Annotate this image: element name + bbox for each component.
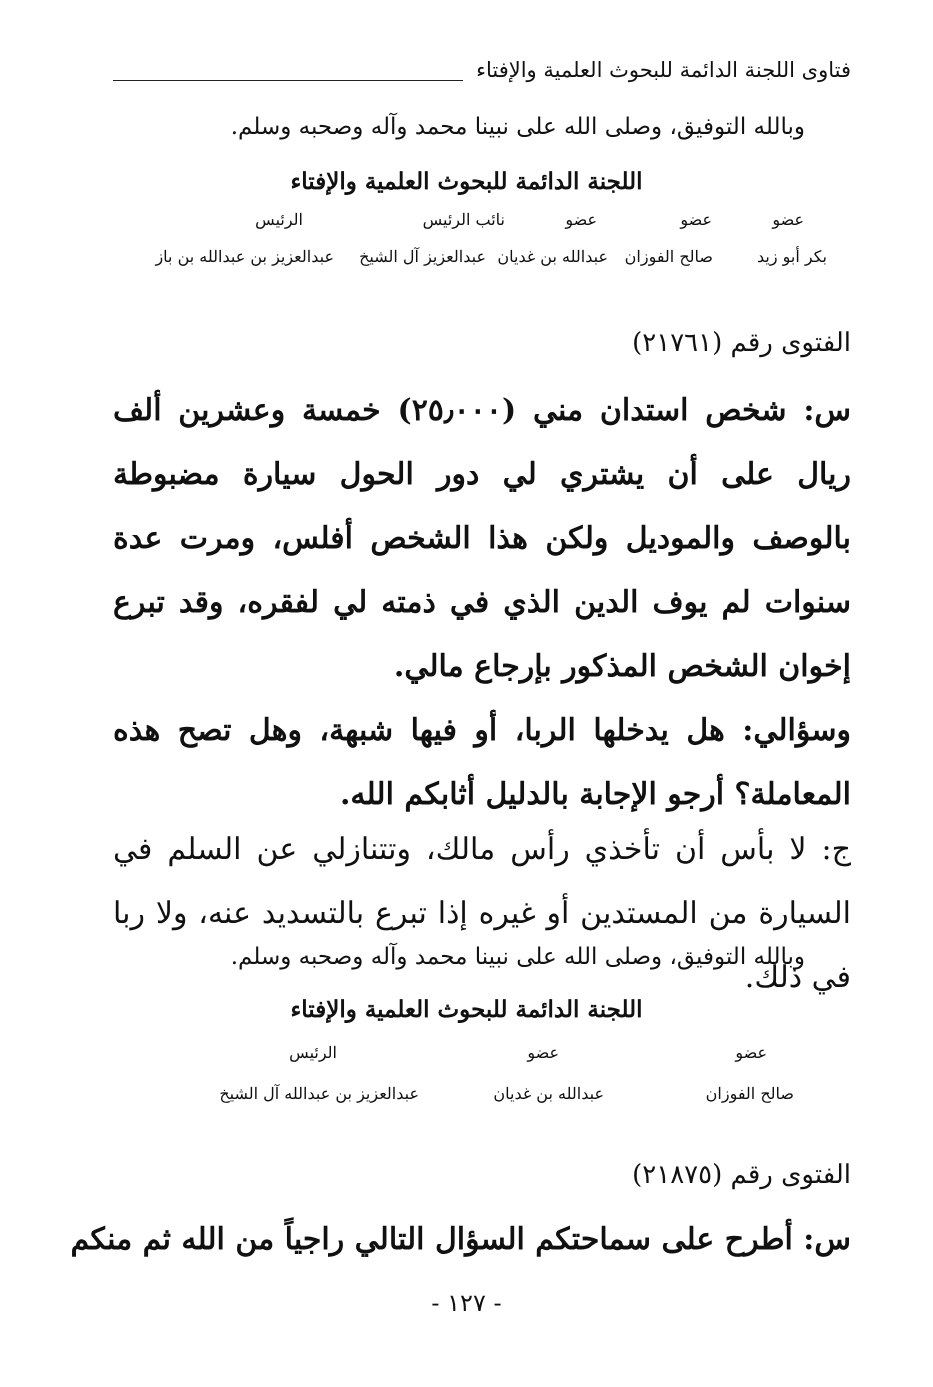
member-role: عضو xyxy=(772,210,804,229)
member-role: الرئيس xyxy=(289,1043,337,1062)
committee-title: اللجنة الدائمة للبحوث العلمية والإفتاء xyxy=(290,996,643,1023)
member-role: عضو xyxy=(680,210,712,229)
member-name: عبدالعزيز بن عبدالله آل الشيخ xyxy=(219,1084,419,1103)
fatwa-heading: الفتوى رقم (٢١٨٧٥) xyxy=(632,1160,851,1190)
member-role: الرئيس xyxy=(255,210,303,229)
header-rule xyxy=(113,80,463,81)
question-paragraph-2: وسؤالي: هل يدخلها الربا، أو فيها شبهة، وهل تصح هذه المعاملة؟ أرجو الإجابة بالدليل أثابكم الله. xyxy=(113,713,851,812)
question-paragraph: س: أطرح على سماحتكم السؤال التالي راجياً من الله ثم منكم xyxy=(70,1222,851,1257)
answer-paragraph: ج: لا بأس أن تأخذي رأس مالك، وتتنازلي عن السلم في السيارة من المستدين أو غيره إذا تبرع بالتسديد عنه، ولا ربا في ذلك. xyxy=(113,832,851,995)
closing-prayer: وبالله التوفيق، وصلى الله على نبينا محمد وآله وصحبه وسلم. xyxy=(230,114,805,140)
member-role: عضو xyxy=(735,1043,767,1062)
member-role: عضو xyxy=(527,1043,559,1062)
member-name: صالح الفوزان xyxy=(705,1084,794,1103)
question-paragraph: س: شخص استدان مني (٢٥٫٠٠٠) خمسة وعشرين ألف ريال على أن يشتري لي دور الحول سيارة مضبوطة بالوصف والموديل ولكن هذا الشخص أفلس، ومرت عدة سنوات لم يوف الدين الذي في ذمته لي لفقره، وقد تبرع إخوان الشخص المذكور بإرجاع مالي. xyxy=(113,393,852,684)
member-role: عضو xyxy=(565,210,597,229)
member-name: صالح الفوزان xyxy=(624,247,713,266)
member-name: عبدالله بن غديان xyxy=(493,1084,604,1103)
member-name: عبدالعزيز بن عبدالله بن باز xyxy=(155,247,334,266)
closing-prayer: وبالله التوفيق، وصلى الله على نبينا محمد وآله وصحبه وسلم. xyxy=(230,944,805,970)
fatwa-heading: الفتوى رقم (٢١٧٦١) xyxy=(632,328,851,358)
page-number: - ١٢٧ - xyxy=(431,1289,502,1317)
running-header-title: فتاوى اللجنة الدائمة للبحوث العلمية والإفتاء xyxy=(476,58,851,82)
member-name: بكر أبو زيد xyxy=(756,247,827,266)
committee-title: اللجنة الدائمة للبحوث العلمية والإفتاء xyxy=(290,168,643,195)
member-role: نائب الرئيس xyxy=(422,210,505,229)
member-name: عبدالله بن غديان xyxy=(497,247,608,266)
member-name: عبدالعزيز آل الشيخ xyxy=(359,247,486,266)
